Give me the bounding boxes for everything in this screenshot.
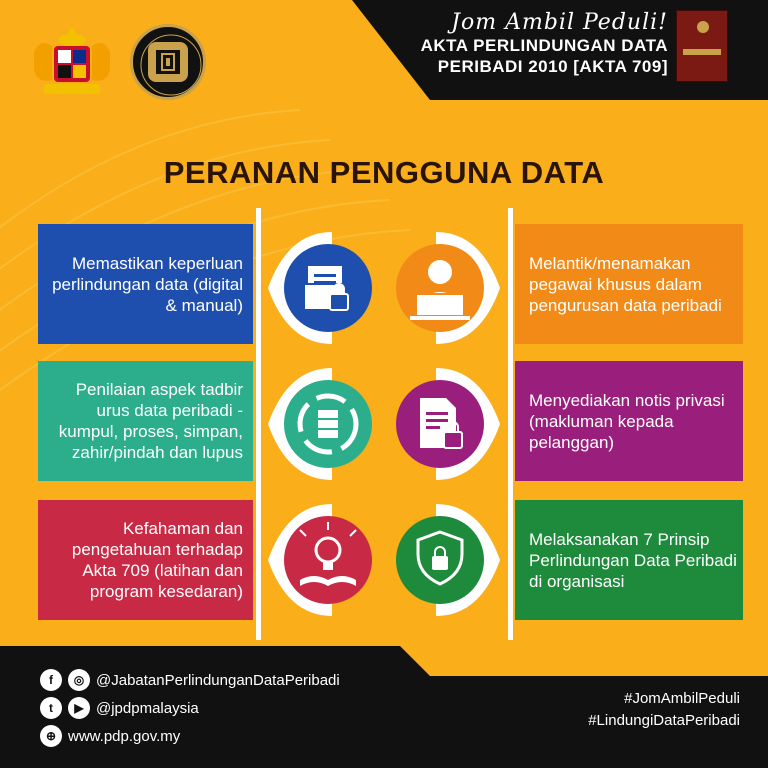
hashtags: [588, 688, 740, 732]
social-links: [40, 666, 340, 750]
role-box-right-2: Menyediakan notis privasi (makluman kepada pelanggan): [515, 361, 743, 481]
slogan: Jom Ambil Peduli!: [451, 10, 668, 35]
jpdp-seal-icon: [130, 24, 206, 100]
lightbulb-book-icon: [268, 504, 372, 616]
facebook-instagram-row[interactable]: [40, 666, 340, 694]
shield-lock-icon: [396, 504, 500, 616]
act-line-2: PERIBADI 2010 [AKTA 709]: [437, 57, 668, 76]
facebook-icon: f: [40, 669, 62, 691]
page-title: PERANAN PENGGUNA DATA: [163, 155, 605, 190]
facebook-handle[interactable]: @JabatanPerlindunganDataPeribadi: [96, 671, 340, 689]
twitter-icon: t: [40, 697, 62, 719]
role-box-left-2: Penilaian aspek tadbir urus data peribadi - kumpul, proses, simpan, zahir/pindah dan lupus: [38, 361, 253, 481]
website-row[interactable]: [40, 722, 340, 750]
cycle-database-icon: [268, 368, 372, 480]
act-line-1: AKTA PERLINDUNGAN DATA: [420, 36, 668, 55]
document-lock-icon: [396, 368, 500, 480]
hashtag-1: #JomAmbilPeduli: [624, 690, 740, 707]
hashtag-2: #LindungiDataPeribadi: [588, 712, 740, 729]
officer-laptop-icon: [396, 232, 500, 344]
youtube-icon: ▶: [68, 697, 90, 719]
coat-of-arms-icon: [24, 22, 120, 102]
folder-lock-icon: [268, 232, 372, 344]
twitter-youtube-row[interactable]: [40, 694, 340, 722]
role-box-right-3: Melaksanakan 7 Prinsip Perlindungan Data Peribadi di organisasi: [515, 500, 743, 620]
website-link[interactable]: www.pdp.gov.my: [68, 727, 181, 745]
instagram-icon: ◎: [68, 669, 90, 691]
role-box-right-1: Melantik/menamakan pegawai khusus dalam pengurusan data peribadi: [515, 224, 743, 344]
twitter-handle[interactable]: @jpdpmalaysia: [96, 699, 199, 717]
act-book-icon: [676, 10, 728, 82]
logos: [24, 22, 206, 102]
eye-icons: [256, 208, 512, 640]
role-box-left-3: Kefahaman dan pengetahuan terhadap Akta 709 (latihan dan program kesedaran): [38, 500, 253, 620]
role-box-left-1: Memastikan keperluan perlindungan data (digital & manual): [38, 224, 253, 344]
globe-icon: ⊕: [40, 725, 62, 747]
header-text: [421, 10, 668, 77]
